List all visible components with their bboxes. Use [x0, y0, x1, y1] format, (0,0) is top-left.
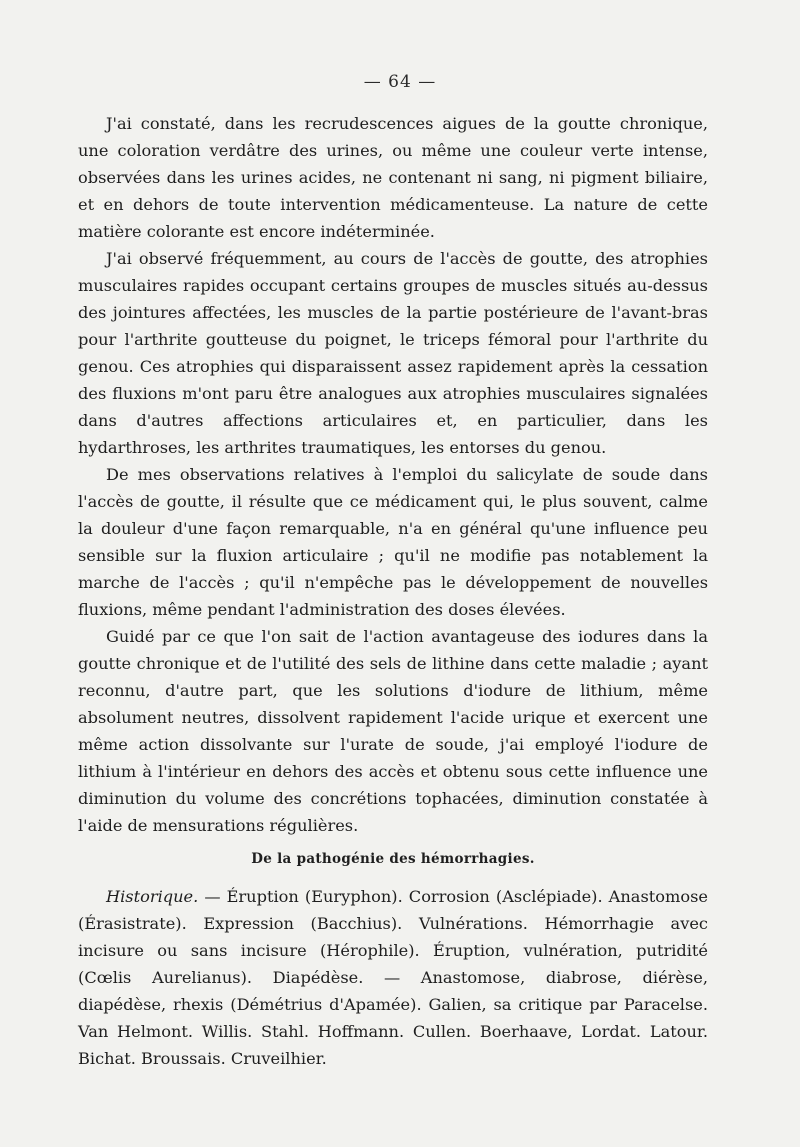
paragraph-salicylate: De mes observations relatives à l'emploi du salicylate de soude dans l'accès de goutte, il résulte que ce médicament qui, le plus souvent, calme la douleur d'une façon remarquable, n'a en général qu'une influence peu sensible sur la fluxion articulaire ; qu'il ne modifie pas notablement la marche de l'accès ; qu'il n'empêche pas le développement de nouvelles fluxions, même pendant l'administration des doses élevées. — [78, 465, 708, 619]
paragraph-historique — [78, 883, 708, 1072]
paragraph-urine-coloration: J'ai constaté, dans les recrudescences aigues de la goutte chronique, une coloration verdâtre des urines, ou même une couleur verte intense, observées dans les urines acides, ne contenant ni sang, ni pigment biliaire, et en dehors de toute intervention médicamenteuse. La nature de cette matière colorante est encore indéterminée. — [78, 114, 708, 241]
body-text — [78, 110, 708, 1072]
section-heading: De la pathogénie des hémorrhagies. — [251, 851, 535, 867]
page-number: — 64 — — [363, 72, 437, 92]
historique-label: Historique. — [106, 887, 199, 906]
paragraph-lithium-iodide: Guidé par ce que l'on sait de l'action avantageuse des iodures dans la goutte chronique et de l'utilité des sels de lithine dans cette maladie ; ayant reconnu, d'autre part, que les solutions d'iodure de lithium, même absolument neutres, dissolvent rapidement l'acide urique et exercent une même action dissolvante sur l'urate de soude, j'ai employé l'iodure de lithium à l'intérieur en dehors des accès et obtenu sous cette influence une diminution du volume des concrétions tophacées, diminution constatée à l'aide de mensurations régulières. — [78, 627, 708, 835]
paragraph-muscular-atrophies: J'ai observé fréquemment, au cours de l'accès de goutte, des atrophies musculaires rapides occupant certains groupes de muscles situés au-dessus des jointures affectées, les muscles de la partie postérieure de l'avant-bras pour l'arthrite goutteuse du poignet, le triceps fémoral pour l'arthrite du genou. Ces atrophies qui disparaissent assez rapidement après la cessation des fluxions m'ont paru être analogues aux atrophies musculaires signalées dans d'autres affections articulaires et, en particulier, dans les hydarthroses, les arthrites traumatiques, les entorses du genou. — [78, 249, 708, 457]
historique-text: — Éruption (Euryphon). Corrosion (Asclépiade). Anastomose (Érasistrate). Expression (Bacchius). Vulnérations. Hémorrhagie avec incisure ou sans incisure (Hérophile). Éruption, vulnération, putridité (Cœlis Aurelianus). Diapédèse. — Anastomose, diabrose, diérèse, diapédèse, rhexis (Démétrius d'Apamée). Galien, sa critique par Paracelse. Van Helmont. Willis. Stahl. Hoffmann. Cullen. Boerhaave, Lordat. Latour. Bichat. Broussais. Cruveilhier. — [78, 887, 708, 1068]
